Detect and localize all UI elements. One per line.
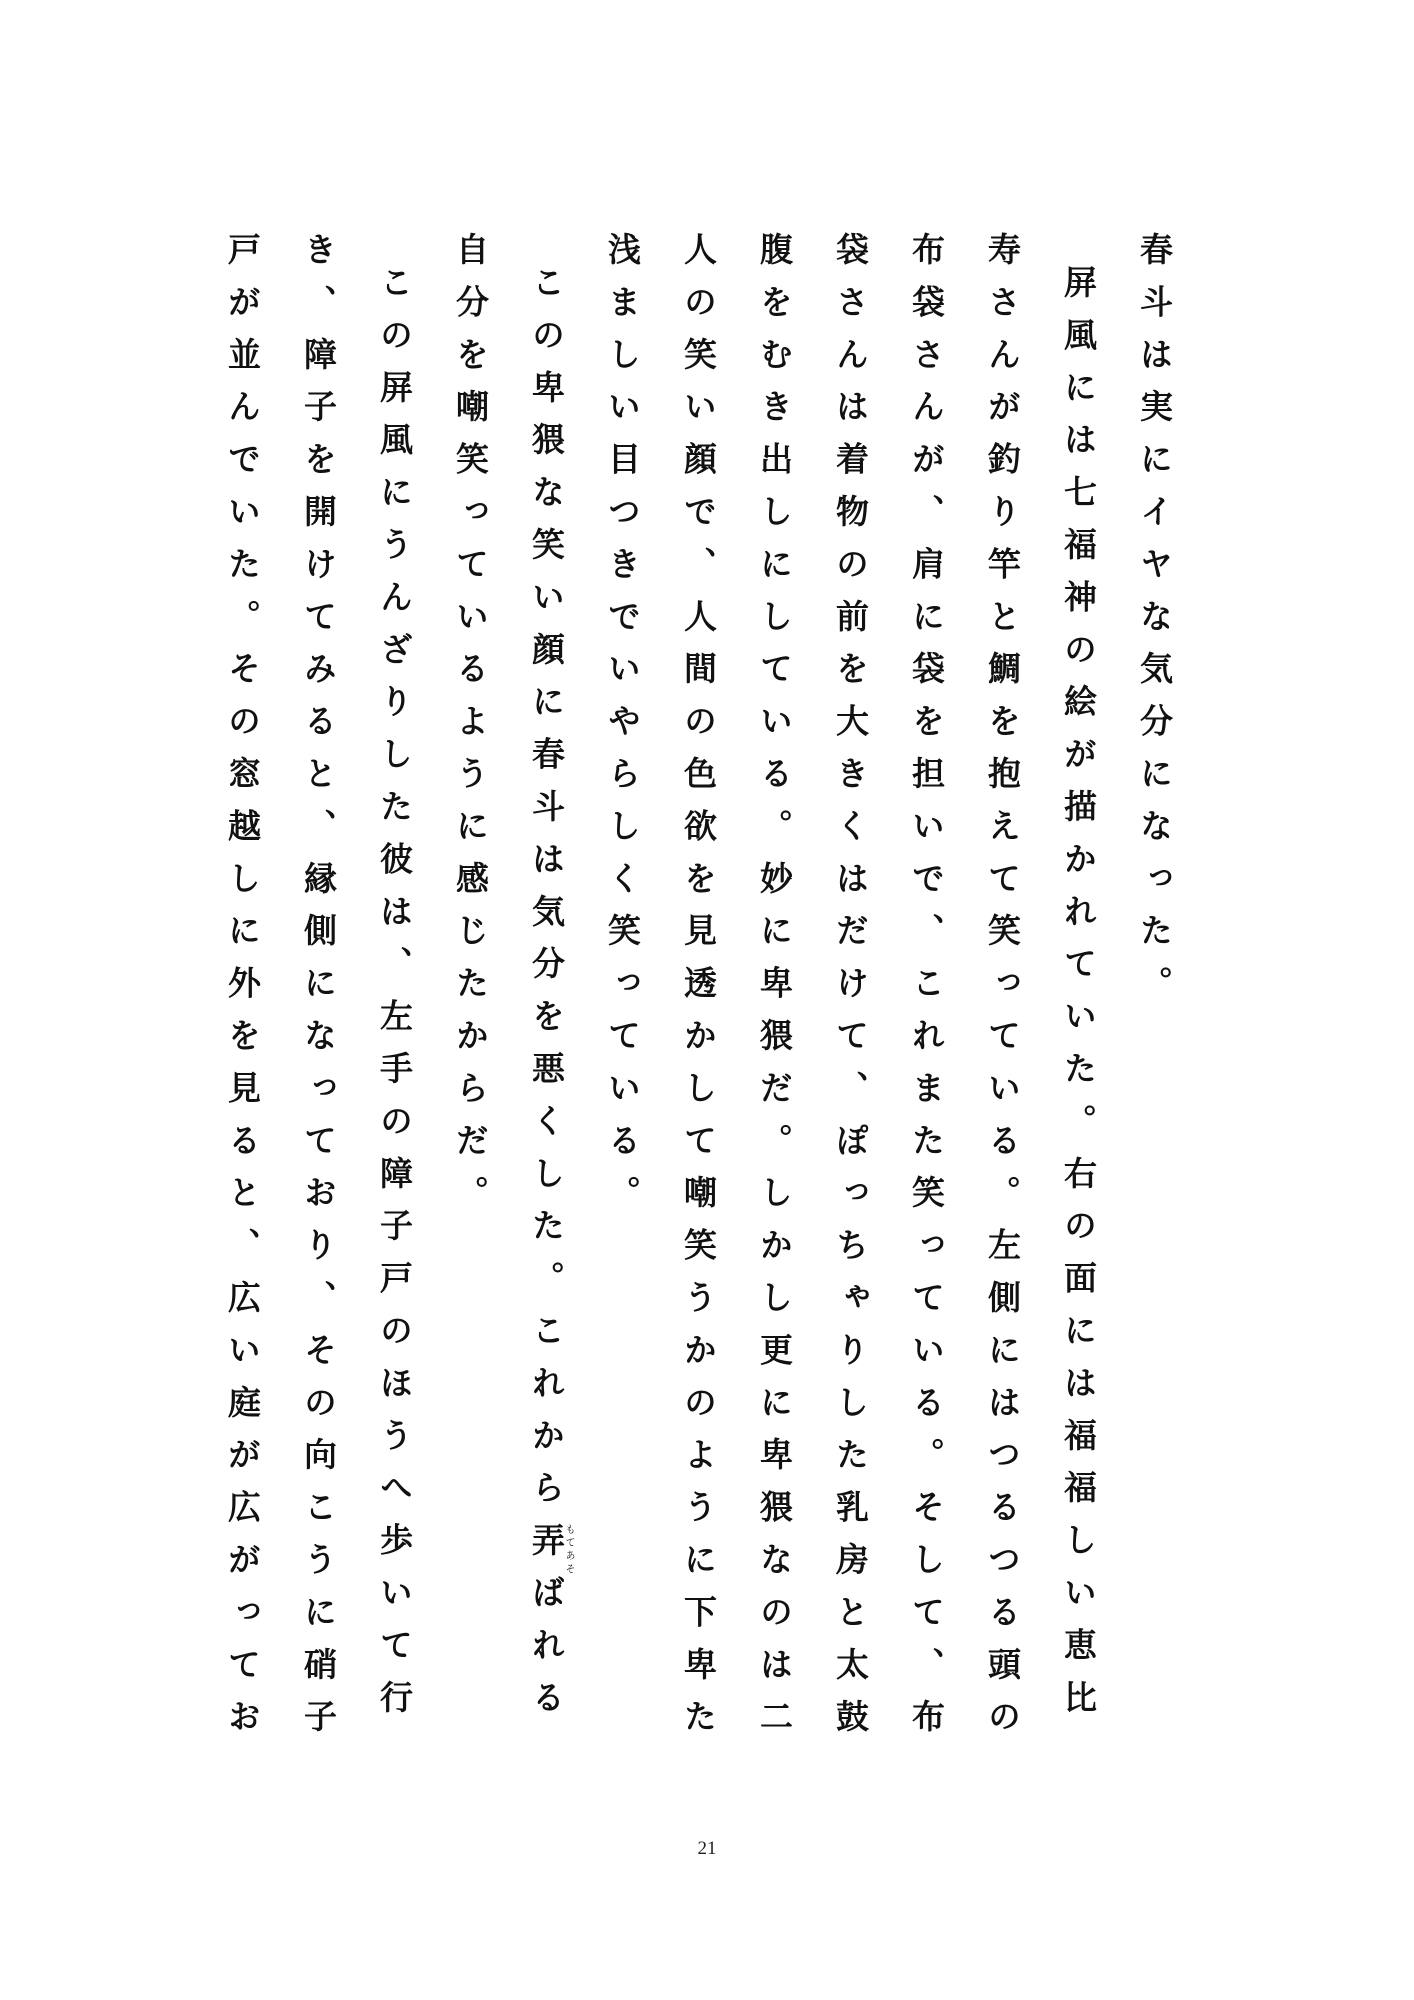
vertical-text-body — [192, 232, 1192, 1772]
paragraph: 春斗は実にイヤな気分になった。 — [1135, 232, 1174, 1018]
paragraph: この屏風にうんざりした彼は、左手の障子戸のほうへ歩いて行き、障子を開けてみると、縁側になっており、その向こうに硝子戸が並んでいた。その窓越しに外を見ると、広い庭が広がってお — [223, 232, 414, 1752]
paragraph-continuation: 自分を嘲笑っているように感じたからだ。 — [451, 232, 490, 1228]
paragraph-text-tail: ばれる — [527, 1575, 566, 1733]
page-number: 21 — [697, 1838, 717, 1859]
paragraph — [432, 232, 584, 1772]
ruby-reading: もてあそ — [563, 1522, 574, 1576]
paragraph: 屏風には七福神の絵が描かれていた。右の面には福福しい恵比寿さんが釣り竿と鯛を抱えて笑っている。左側にはつるつる頭の布袋さんが、肩に袋を担いで、これまた笑っている。そして、布袋さんは着物の前を大きくはだけて、ぽっちゃりした乳房と太鼓腹をむき出しにしている。妙に卑猥だ。しかし更に卑猥なのは二人の笑い顔で、人間の色欲を見透かして嘲笑うかのように下卑た浅ましい目つきでいやらしく笑っている。 — [603, 232, 1098, 1752]
paragraph-text: この卑猥な笑い顔に春斗は気分を悪くした。これから — [527, 265, 566, 1523]
ruby-word — [527, 1522, 574, 1576]
ruby-base: 弄 — [527, 1522, 566, 1576]
